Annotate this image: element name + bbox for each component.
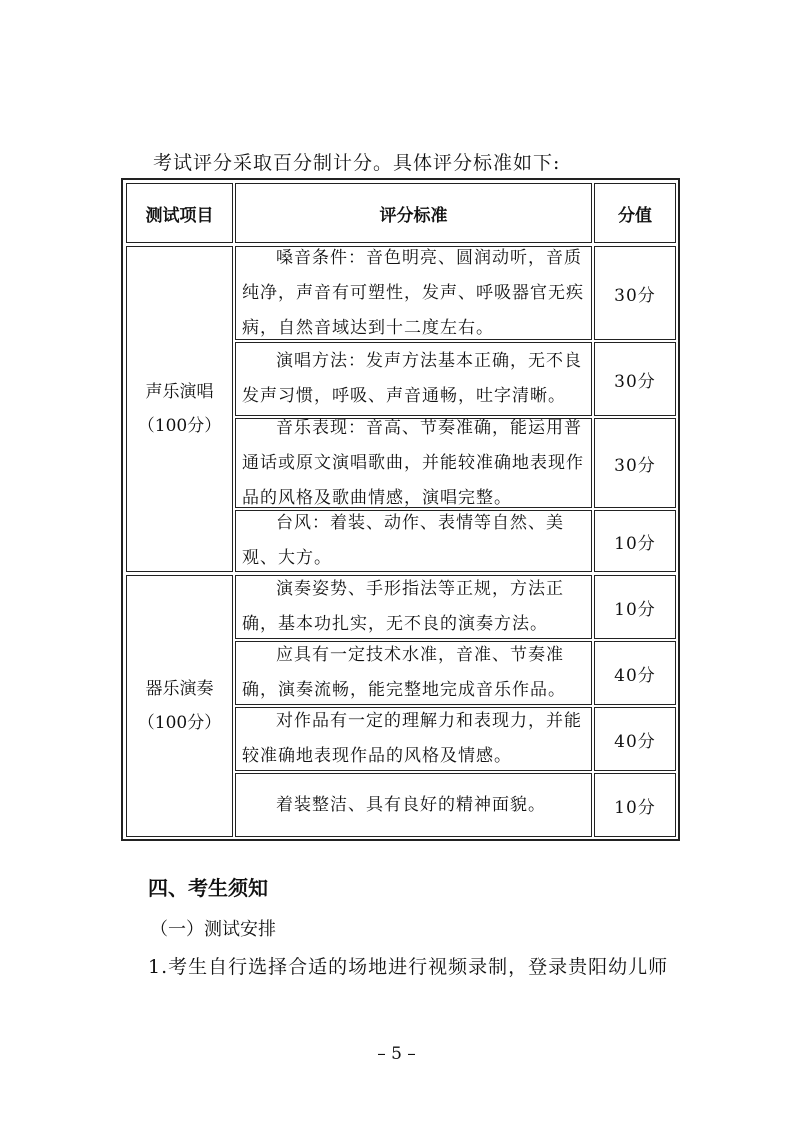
criteria-cell [235, 575, 592, 639]
category-instrumental [126, 575, 233, 837]
page-number: – 5 – [377, 1044, 416, 1064]
points-cell: 10分 [594, 510, 676, 572]
section-heading: 四、考生须知 [148, 876, 268, 900]
criteria-text: 应具有一定技术水准，音准、节奏准确，演奏流畅，能完整地完成音乐作品。 [242, 645, 566, 700]
category-vocal [126, 246, 233, 572]
category-vocal-name: 声乐演唱 [145, 382, 214, 402]
header-criteria: 评分标准 [235, 183, 592, 243]
criteria-text: 演奏姿势、手形指法等正规，方法正确，基本功扎实，无不良的演奏方法。 [242, 579, 564, 634]
points-cell: 40分 [594, 707, 676, 771]
category-instrumental-total: （100分） [137, 713, 222, 733]
criteria-cell [235, 707, 592, 771]
points-cell: 10分 [594, 575, 676, 639]
header-test-item: 测试项目 [126, 183, 233, 243]
category-vocal-total: （100分） [137, 416, 222, 436]
criteria-text: 音乐表现：音高、节奏准确，能运用普通话或原文演唱歌曲，并能较准确地表现作品的风格及歌曲情感，演唱完整。 [242, 417, 584, 508]
points-cell: 30分 [594, 342, 676, 416]
points-cell: 30分 [594, 418, 676, 508]
criteria-cell [235, 246, 592, 340]
criteria-cell [235, 510, 592, 572]
criteria-text: 演唱方法：发声方法基本正确，无不良发声习惯，呼吸、声音通畅，吐字清晰。 [242, 351, 582, 406]
header-points: 分值 [594, 183, 676, 243]
points-cell: 40分 [594, 641, 676, 705]
body-paragraph: 1.考生自行选择合适的场地进行视频录制，登录贵阳幼儿师 [148, 956, 669, 978]
criteria-cell [235, 418, 592, 508]
criteria-text: 嗓音条件：音色明亮、圆润动听，音质纯净，声音有可塑性，发声、呼吸器官无疾病，自然音域达到十二度左右。 [242, 247, 584, 338]
criteria-text: 对作品有一定的理解力和表现力，并能较准确地表现作品的风格及情感。 [242, 711, 582, 766]
intro-text: 考试评分采取百分制计分。具体评分标准如下: [153, 152, 561, 174]
criteria-cell [235, 773, 592, 837]
subsection-heading: （一）测试安排 [150, 919, 276, 940]
scoring-table [121, 178, 680, 841]
criteria-cell [235, 342, 592, 416]
criteria-cell [235, 641, 592, 705]
category-instrumental-name: 器乐演奏 [145, 679, 214, 699]
points-cell: 30分 [594, 246, 676, 340]
points-cell: 10分 [594, 773, 676, 837]
criteria-text: 着装整洁、具有良好的精神面貌。 [276, 794, 546, 815]
criteria-text: 台风：着装、动作、表情等自然、美观、大方。 [242, 513, 564, 568]
